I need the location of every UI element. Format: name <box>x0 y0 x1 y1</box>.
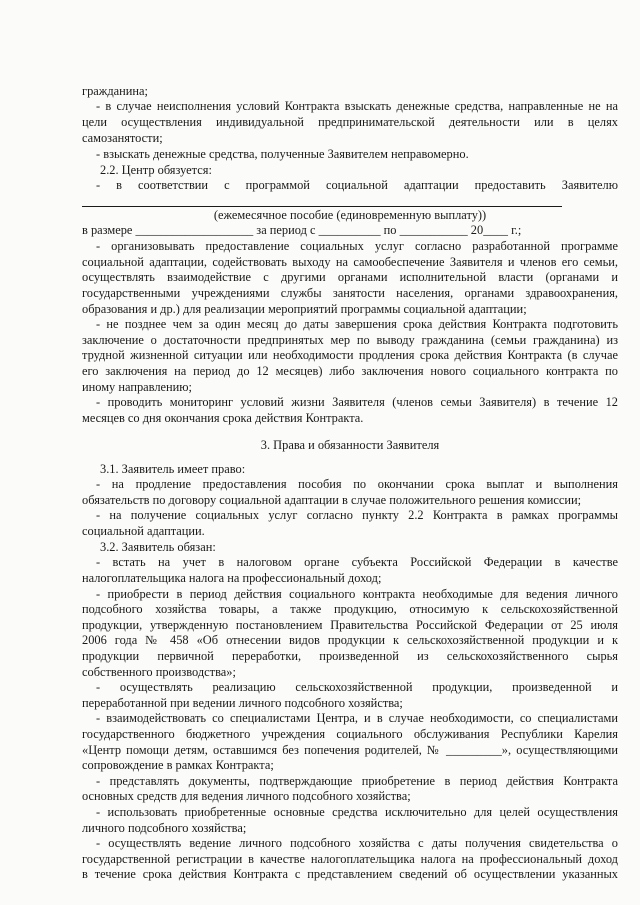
text-line: личного подсобного хозяйства; <box>82 821 247 835</box>
text-line: иному направлению; <box>82 380 192 394</box>
text-line: в размере ___________________ за период с __________ по ___________ 20____ г.; <box>82 223 522 237</box>
text-line: образования и др.) для реализации мероприятий программы социальной адаптации; <box>82 302 527 316</box>
text-line: - на продление предоставления пособия по окончании срока выплат и выполнения <box>96 477 618 491</box>
section-heading: 3.2. Заявитель обязан: <box>100 540 216 554</box>
section-heading: 2.2. Центр обязуется: <box>100 163 212 177</box>
text-line: цели осуществления индивидуальной предпринимательской деятельности или в целях <box>82 115 618 129</box>
text-line: собственного производства»; <box>82 665 236 679</box>
text-line: налогоплательщика налога на профессиональный доход; <box>82 571 382 585</box>
text-line: его заключения на период до 12 месяцев) либо заключения нового социального контракта по <box>82 364 618 378</box>
text-line: - в соответствии с программой социальной адаптации предоставить Заявителю <box>96 178 618 192</box>
text-line: трудной жизненной ситуации или необходимости продления срока действия Контракта (в случае <box>82 348 618 362</box>
text-line: месяцев со дня окончания срока действия Контракта. <box>82 411 364 425</box>
text-line: - встать на учет в налоговом органе субъекта Российской Федерации в качестве <box>96 555 618 569</box>
text-line: подсобного хозяйства товары, а также продукцию, относимую к сельскохозяйственной <box>82 602 618 616</box>
text-line: - взыскать денежные средства, полученные Заявителем неправомерно. <box>96 147 469 161</box>
text-line: осуществлять взаимодействие с другими органами исполнительной власти (органами и <box>82 270 618 284</box>
section-heading: 3.1. Заявитель имеет право: <box>100 462 246 476</box>
text-line: «Центр помощи детям, оставшимся без попечения родителей, № _________», осуществляющими <box>82 743 618 757</box>
text-line: - приобрести в период действия социального контракта необходимые для ведения личного <box>96 587 618 601</box>
text-line: - проводить мониторинг условий жизни Заявителя (членов семьи Заявителя) в течение 12 <box>96 395 618 409</box>
text-line: - в случае неисполнения условий Контракта взыскать денежные средства, направленные не на <box>96 99 618 113</box>
text-line: социальной адаптации, содействовать выходу на самообеспечение Заявителя и членов его семьи, <box>82 255 618 269</box>
text-line: основных средств для ведения личного подсобного хозяйства; <box>82 789 411 803</box>
text-line: заключение о достаточности предпринятых мер по выводу гражданина (семьи гражданина) из <box>82 333 618 347</box>
text-line: продукции первичной переработки, произведенной из сельскохозяйственного сырья <box>82 649 618 663</box>
text-line: самозанятости; <box>82 131 163 145</box>
text-line: переработанной при ведении личного подсобного хозяйства; <box>82 696 403 710</box>
text-line: государственными учреждениями службы занятости населения, органами здравоохранения, <box>82 286 618 300</box>
text-line: социальной адаптации. <box>82 524 205 538</box>
text-line: государственного бюджетного учреждения социального обслуживания Республики Карелия <box>82 727 618 741</box>
text-line: обязательств по договору социальной адаптации в случае положительного решения комиссии; <box>82 493 582 507</box>
text-line: - осуществлять реализацию сельскохозяйственной продукции, произведенной и <box>96 680 618 694</box>
text-line: - осуществлять ведение личного подсобного хозяйства с даты получения свидетельства о <box>96 836 618 850</box>
text-line: - взаимодействовать со специалистами Центра, и в случае необходимости, со специалистами <box>96 711 618 725</box>
text-line: 2006 года № 458 «Об отнесении видов продукции к сельскохозяйственной продукции и к <box>82 633 618 647</box>
section-title: 3. Права и обязанности Заявителя <box>260 438 440 452</box>
text-line: - на получение социальных услуг согласно пункту 2.2 Контракта в рамках программы <box>96 508 618 522</box>
text-line: - не позднее чем за один месяц до даты завершения срока действия Контракта подготовить <box>96 317 618 331</box>
text-line: продукции, утвержденную постановлением Правительства Российской Федерации от 25 июля <box>82 618 618 632</box>
text-line: в течение срока действия Контракта с представлением сведений об осуществлении указанных <box>82 867 618 881</box>
blank-rule <box>82 206 562 207</box>
text-line: гражданина; <box>82 84 148 98</box>
text-line: государственной регистрации в качестве налогоплательщика налога на профессиональный доход <box>82 852 618 866</box>
text-line: - организовывать предоставление социальных услуг согласно разработанной программе <box>96 239 618 253</box>
text-line: - использовать приобретенные основные средства исключительно для целей осуществления <box>96 805 618 819</box>
text-line: - представлять документы, подтверждающие приобретение в период действия Контракта <box>96 774 618 788</box>
text-line: сопровождение в рамках Контракта; <box>82 758 274 772</box>
field-caption: (ежемесячное пособие (единовременную выплату)) <box>213 208 487 222</box>
